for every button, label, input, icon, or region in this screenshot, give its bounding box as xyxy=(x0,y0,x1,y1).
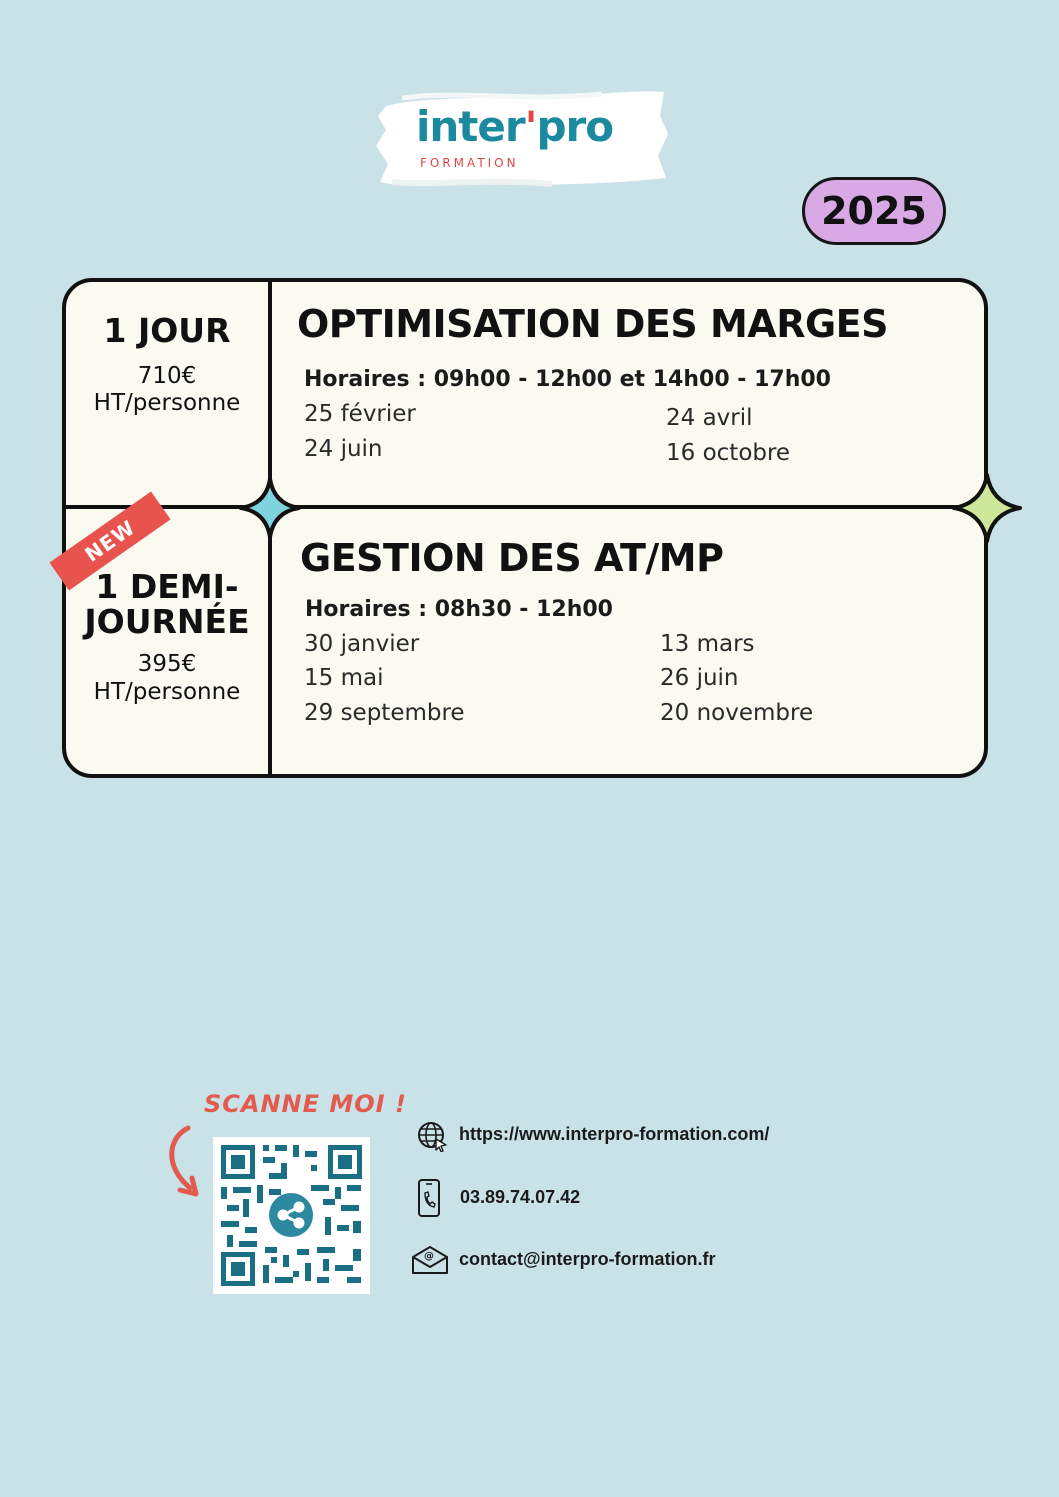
email-link[interactable]: contact@interpro-formation.fr xyxy=(459,1249,716,1269)
year-badge: 2025 xyxy=(802,177,946,245)
course-2-date: 20 novembre xyxy=(660,700,814,726)
course-2-hours: Horaires : 08h30 - 12h00 xyxy=(305,597,613,622)
phone-number[interactable]: 03.89.74.07.42 xyxy=(460,1187,581,1207)
course-2-summary xyxy=(66,567,268,706)
course-1-price: 710€ xyxy=(137,362,197,389)
course-1-summary xyxy=(66,311,268,418)
course-2-date: 26 juin xyxy=(660,665,739,691)
course-2-price: 395€ xyxy=(137,651,197,678)
course-2-duration-line1: 1 DEMI- xyxy=(95,567,239,606)
phone-icon xyxy=(417,1178,441,1218)
course-2-date: 30 janvier xyxy=(304,631,420,657)
qr-code[interactable] xyxy=(213,1137,370,1294)
svg-text:@: @ xyxy=(424,1251,434,1262)
sparkle-star-icon xyxy=(951,472,1023,544)
course-2-date: 29 septembre xyxy=(304,700,465,726)
card-horizontal-divider xyxy=(64,505,986,509)
course-2-title: GESTION DES AT/MP xyxy=(300,536,724,580)
course-1-duration: 1 JOUR xyxy=(103,311,231,350)
logo xyxy=(372,86,672,190)
website-link[interactable]: https://www.interpro-formation.com/ xyxy=(459,1124,770,1144)
course-1-date: 24 juin xyxy=(304,436,383,462)
logo-wordmark: inter'pro xyxy=(416,102,614,151)
course-2-duration-line2: JOURNÉE xyxy=(84,601,250,641)
new-badge: NEW xyxy=(49,492,170,591)
course-1-price-unit: HT/personne xyxy=(93,390,241,417)
scan-me-label: SCANNE MOI ! xyxy=(204,1090,407,1118)
sparkle-star-icon xyxy=(238,476,302,540)
course-1-title: OPTIMISATION DES MARGES xyxy=(297,302,888,346)
logo-subtitle: FORMATION xyxy=(420,156,519,170)
course-1-date: 24 avril xyxy=(666,405,753,431)
course-2-price-unit: HT/personne xyxy=(93,678,241,705)
course-1-hours: Horaires : 09h00 - 12h00 et 14h00 - 17h00 xyxy=(304,367,831,392)
envelope-icon xyxy=(410,1244,450,1276)
course-1-date: 25 février xyxy=(304,401,416,427)
globe-icon xyxy=(416,1120,448,1152)
curved-arrow-icon xyxy=(160,1122,210,1202)
course-2-date: 15 mai xyxy=(304,665,384,691)
course-2-date: 13 mars xyxy=(660,631,755,657)
course-1-date: 16 octobre xyxy=(666,440,791,466)
